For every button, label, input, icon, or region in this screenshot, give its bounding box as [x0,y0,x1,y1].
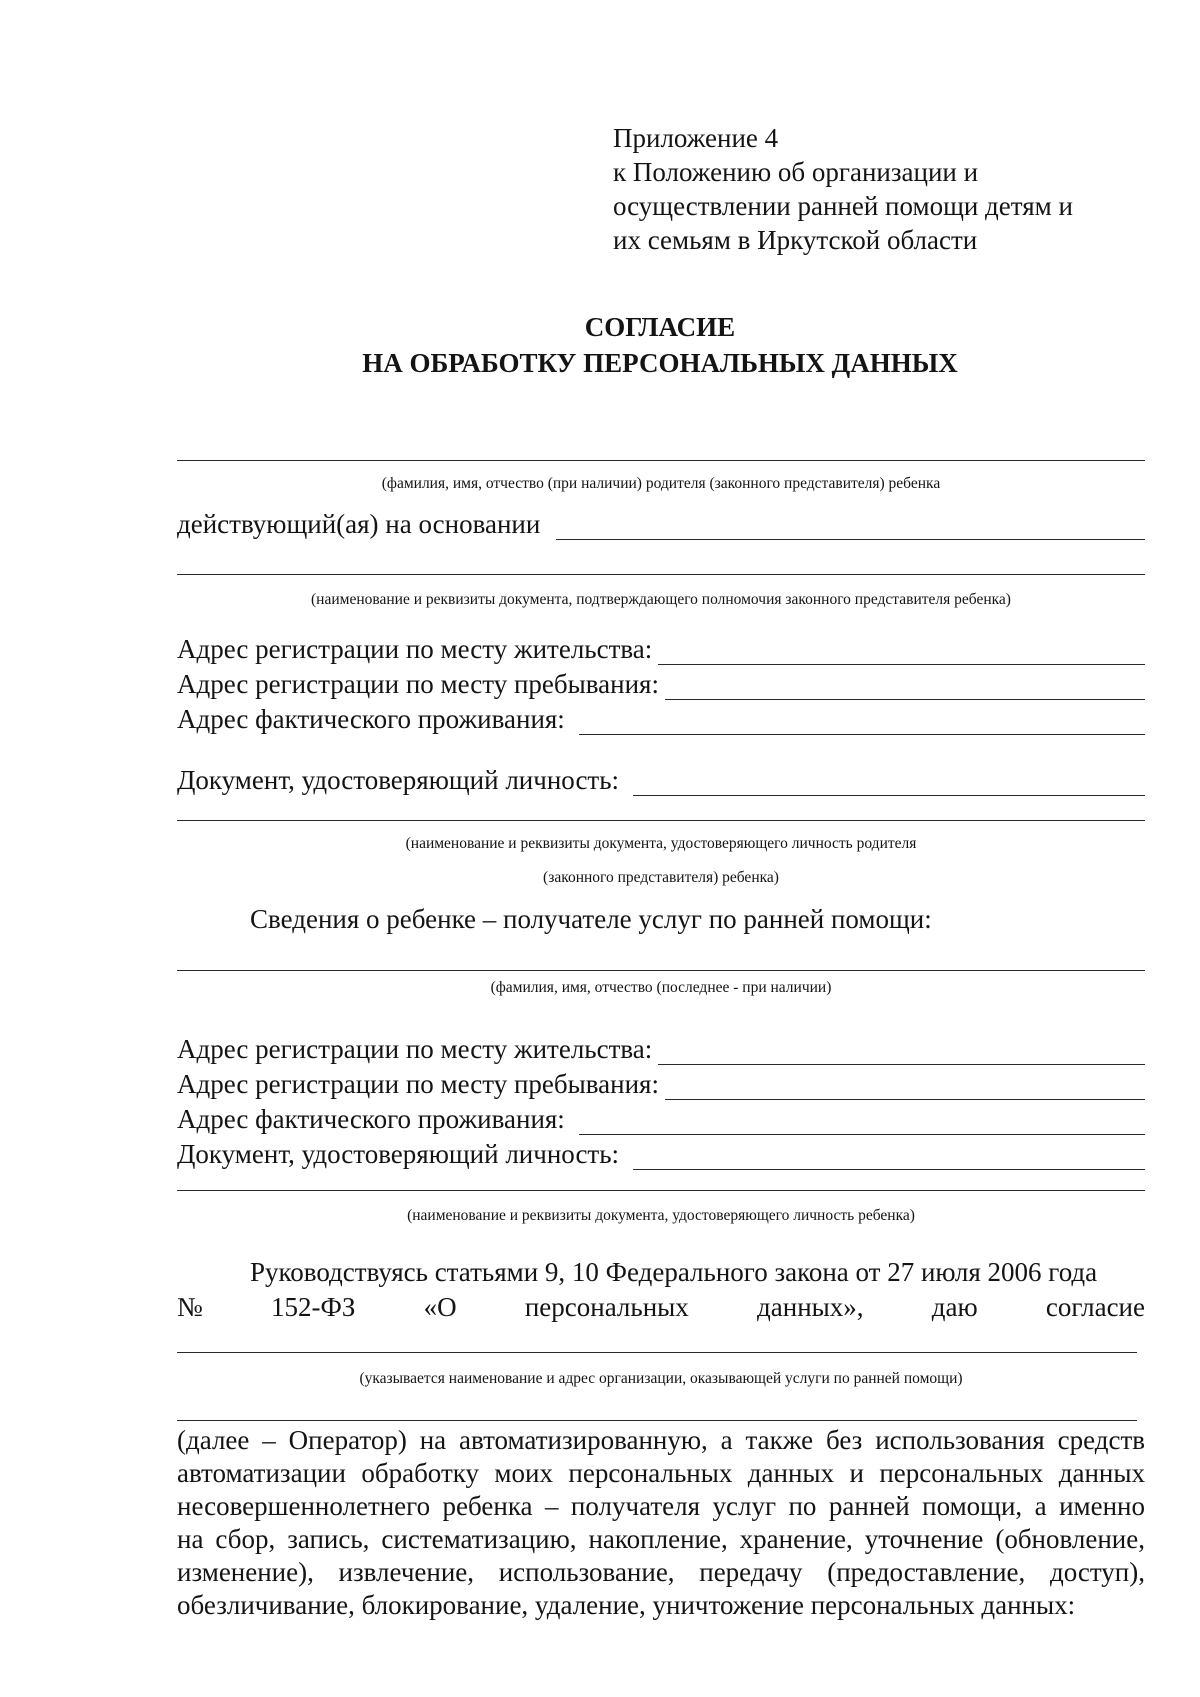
law-word: 152-ФЗ [271,1292,356,1322]
consent-body-line: обезличивание, блокирование, удаление, уничтожение персональных данных: [177,1590,1076,1620]
child-fio-caption: (фамилия, имя, отчество (последнее - при наличии) [490,979,832,996]
document-title: СОГЛАСИЕ [584,312,736,342]
parent-reg-stay-field[interactable] [665,677,1145,700]
document-subtitle: НА ОБРАБОТКУ ПЕРСОНАЛЬНЫХ ДАННЫХ [362,348,958,378]
organization-caption: (указывается наименование и адрес организации, оказывающей услуги по ранней помощи) [359,1370,963,1387]
child-id-doc-row [177,1138,1145,1170]
child-actual-address-row [177,1103,1145,1135]
parent-actual-address-label: Адрес фактического проживания: [177,704,565,734]
acting-basis-field[interactable] [556,517,1145,540]
child-reg-residence-field[interactable] [658,1042,1145,1065]
parent-id-doc-label: Документ, удостоверяющий личность: [177,765,620,795]
child-id-doc-caption: (наименование и реквизиты документа, удостоверяющего личность ребенка) [407,1207,915,1224]
parent-reg-stay-label: Адрес регистрации по месту пребывания: [177,669,659,699]
consent-law-line [177,1291,1145,1324]
parent-fio-field[interactable] [177,460,1145,461]
law-word: согласие [1045,1292,1145,1322]
law-word: даю [931,1292,978,1322]
child-id-doc-field[interactable] [633,1147,1145,1170]
parent-fio-caption: (фамилия, имя, отчество (при наличии) родителя (законного представителя) ребенка [381,475,941,492]
child-id-doc-field-continued[interactable] [177,1190,1145,1191]
consent-body-line: (далее – Оператор) на автоматизированную, а также без использования средств [177,1425,1145,1455]
parent-id-doc-field[interactable] [633,773,1145,796]
authority-document-field[interactable] [177,574,1145,575]
child-section-heading: Сведения о ребенке – получателе услуг по ранней помощи: [250,904,932,934]
law-word: № [177,1292,203,1322]
law-word: персональных [524,1292,689,1322]
appendix-reference-line: осуществлении ранней помощи детям и [613,191,1073,221]
organization-field-continued[interactable] [177,1420,1137,1421]
child-actual-address-field[interactable] [579,1112,1145,1135]
parent-id-doc-caption: (законного представителя) ребенка) [543,869,779,886]
child-reg-stay-field[interactable] [665,1077,1145,1100]
parent-id-doc-row [177,764,1145,796]
consent-body-line: автоматизации обработку моих персональных данных и персональных данных [177,1458,1145,1488]
consent-body-line: несовершеннолетнего ребенка – получателя услуг по ранней помощи, а именно [177,1491,1145,1521]
child-actual-address-label: Адрес фактического проживания: [177,1104,565,1134]
child-fio-field[interactable] [177,970,1145,971]
parent-reg-stay-row [177,668,1145,700]
appendix-reference-line: их семьям в Иркутской области [613,225,978,255]
parent-reg-residence-row [177,633,1145,665]
child-reg-residence-row [177,1033,1145,1065]
appendix-number: Приложение 4 [613,123,779,153]
parent-reg-residence-field[interactable] [658,642,1145,665]
parent-actual-address-row [177,703,1145,735]
child-reg-residence-label: Адрес регистрации по месту жительства: [177,1034,653,1064]
appendix-reference-line: к Положению об организации и [613,157,979,187]
child-reg-stay-label: Адрес регистрации по месту пребывания: [177,1069,659,1099]
consent-intro-line: Руководствуясь статьями 9, 10 Федерального закона от 27 июля 2006 года [250,1257,1098,1287]
acting-basis-row [177,508,1145,540]
consent-body-line: на сбор, запись, систематизацию, накопление, хранение, уточнение (обновление, [177,1524,1145,1554]
parent-id-doc-caption: (наименование и реквизиты документа, удостоверяющего личность родителя [405,835,917,852]
authority-document-caption: (наименование и реквизиты документа, подтверждающего полномочия законного представителя ребенка) [311,591,1011,608]
consent-body-line: изменение), извлечение, использование, передачу (предоставление, доступ), [177,1557,1145,1587]
acting-basis-label: действующий(ая) на основании [177,509,541,539]
child-id-doc-label: Документ, удостоверяющий личность: [177,1139,620,1169]
parent-actual-address-field[interactable] [579,712,1145,735]
consent-body [177,1424,1145,1622]
law-word: «О [423,1292,457,1322]
law-word: данных», [757,1292,864,1322]
organization-field[interactable] [177,1352,1137,1353]
child-reg-stay-row [177,1068,1145,1100]
parent-reg-residence-label: Адрес регистрации по месту жительства: [177,634,653,664]
parent-id-doc-field-continued[interactable] [177,820,1145,821]
